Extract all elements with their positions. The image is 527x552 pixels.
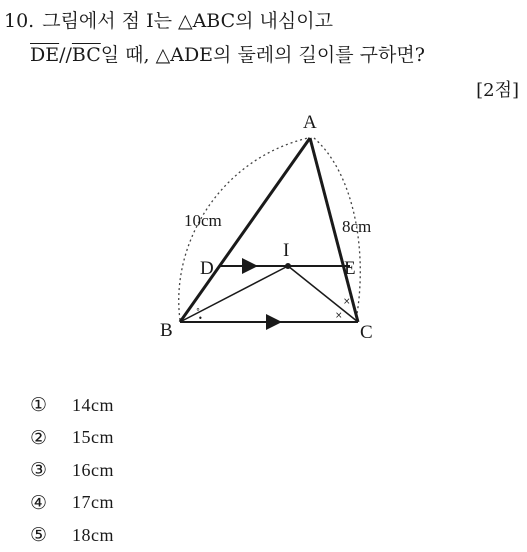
question-text-line-2: 일 때, △ADE의 둘레의 길이를 구하면? <box>100 44 425 66</box>
triangle-figure <box>150 104 410 354</box>
choice-2[interactable] <box>30 422 114 455</box>
question-text-line-1: 그림에서 점 I는 △ABC의 내심이고 <box>42 10 333 32</box>
question-line-2 <box>30 40 425 67</box>
answer-choices <box>30 389 114 552</box>
label-e: E <box>344 258 356 279</box>
choice-2-mark: ② <box>30 426 48 449</box>
parallel-sign: // <box>59 44 72 66</box>
angle-mark-c2: × <box>335 311 343 321</box>
label-i: I <box>283 240 290 261</box>
segment-bc: $\overline{BC}$ <box>71 44 101 66</box>
choice-5-text: 18cm <box>72 524 114 545</box>
label-side-ac: 8cm <box>342 217 372 236</box>
choice-1-text: 14cm <box>72 394 114 415</box>
incenter-dot <box>285 263 291 269</box>
angle-mark-b1: ° <box>196 307 200 316</box>
label-side-ab: 10cm <box>184 211 222 230</box>
choice-4-text: 17cm <box>72 492 114 513</box>
segment-de: $\overline{DE}$ <box>30 44 60 66</box>
triangle-diagram <box>150 104 410 354</box>
choice-4[interactable] <box>30 487 114 520</box>
label-d: D <box>200 258 214 279</box>
angle-mark-c1: × <box>343 297 351 307</box>
question-number: 10. <box>4 10 35 32</box>
choice-5-mark: ⑤ <box>30 524 48 547</box>
choice-5[interactable] <box>30 519 114 552</box>
points-label: [2점] <box>476 80 519 101</box>
question-line-1 <box>4 6 333 33</box>
choice-1-mark: ① <box>30 394 48 417</box>
label-a: A <box>303 112 317 133</box>
choice-3-mark: ③ <box>30 459 48 482</box>
choice-4-mark: ④ <box>30 491 48 514</box>
choice-2-text: 15cm <box>72 427 114 448</box>
choice-3[interactable] <box>30 454 114 487</box>
label-b: B <box>160 320 173 341</box>
angle-mark-b2: • <box>198 314 203 323</box>
label-c: C <box>360 322 373 343</box>
choice-3-text: 16cm <box>72 459 114 480</box>
choice-1[interactable] <box>30 389 114 422</box>
side-ab <box>180 138 310 322</box>
